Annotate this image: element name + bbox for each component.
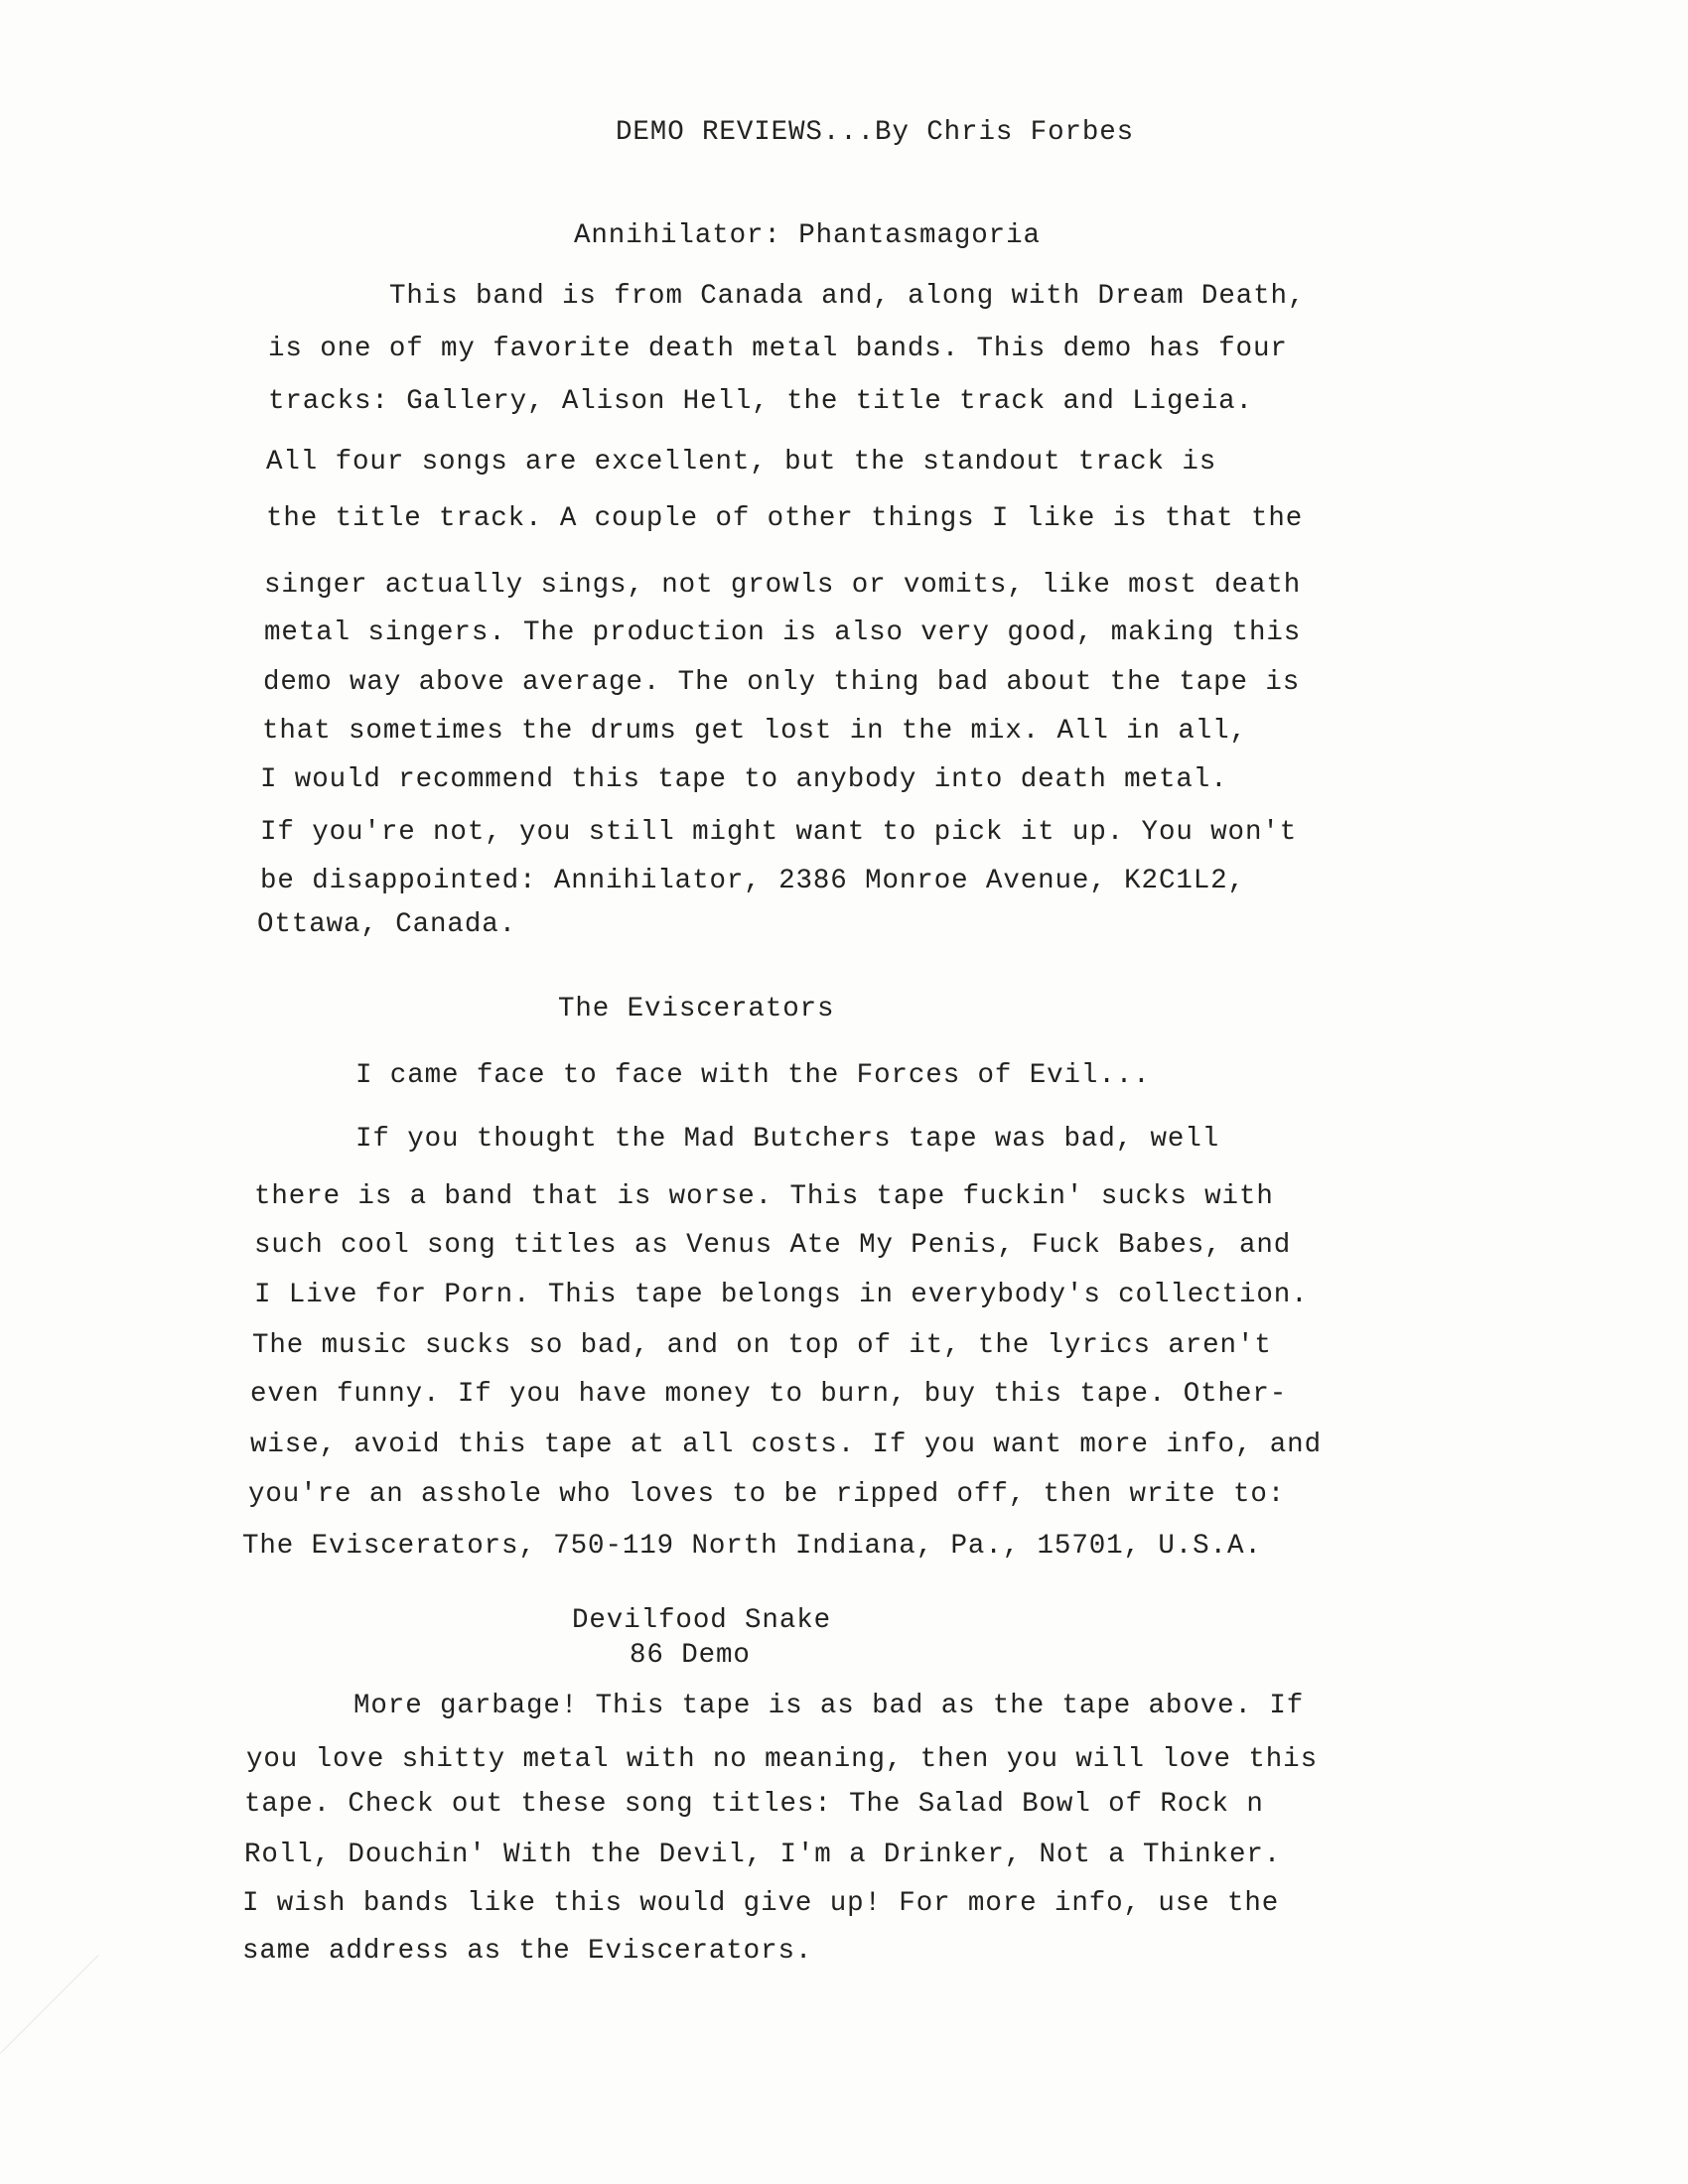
review-line: that sometimes the drums get lost in the mix. All in all, [262,716,1247,747]
review-line: you're an asshole who loves to be ripped off, then write to: [248,1479,1286,1510]
review-subheading-eviscerators: I came face to face with the Forces of Evil... [355,1060,1151,1091]
review-line: Ottawa, Canada. [257,909,517,940]
review-line: you love shitty metal with no meaning, then you will love this [246,1744,1318,1775]
page-corner-mark [0,1955,198,2152]
review-line: the title track. A couple of other things I like is that the [266,503,1304,534]
review-heading-devilfood-snake: Devilfood Snake [572,1605,832,1636]
review-line: Roll, Douchin' With the Devil, I'm a Drinker, Not a Thinker. [244,1840,1282,1870]
review-line: More garbage! This tape is as bad as the tape above. If [353,1691,1305,1721]
review-line: tracks: Gallery, Alison Hell, the title track and Ligeia. [268,386,1253,417]
review-line: there is a band that is worse. This tape fuckin' sucks with [254,1181,1274,1212]
review-line: wise, avoid this tape at all costs. If you want more info, and [250,1430,1322,1460]
review-line: even funny. If you have money to burn, buy this tape. Other- [250,1379,1288,1410]
review-line: I Live for Porn. This tape belongs in everybody's collection. [254,1280,1309,1310]
review-line: is one of my favorite death metal bands. This demo has four [268,334,1288,364]
review-line: All four songs are excellent, but the standout track is [266,447,1217,478]
review-subheading-devilfood-snake: 86 Demo [630,1640,751,1671]
review-line: same address as the Eviscerators. [242,1936,813,1967]
review-line: The music sucks so bad, and on top of it, the lyrics aren't [252,1330,1272,1361]
review-line: This band is from Canada and, along with Dream Death, [389,281,1306,312]
review-line: If you thought the Mad Butchers tape was bad, well [355,1124,1220,1155]
review-heading-annihilator: Annihilator: Phantasmagoria [574,220,1041,251]
review-line: tape. Check out these song titles: The Salad Bowl of Rock n [244,1789,1264,1820]
review-line: I would recommend this tape to anybody into death metal. [260,764,1228,795]
page-title: DEMO REVIEWS...By Chris Forbes [616,117,1135,148]
review-line: such cool song titles as Venus Ate My Penis, Fuck Babes, and [254,1230,1292,1261]
review-line: I wish bands like this would give up! For more info, use the [242,1888,1280,1919]
review-line: be disappointed: Annihilator, 2386 Monroe Avenue, K2C1L2, [260,866,1245,896]
review-line: singer actually sings, not growls or vomits, like most death [264,570,1302,601]
review-line: metal singers. The production is also very good, making this [264,617,1302,648]
review-heading-eviscerators: The Eviscerators [558,994,835,1024]
review-line: If you're not, you still might want to pick it up. You won't [260,817,1298,848]
review-line: demo way above average. The only thing bad about the tape is [263,667,1301,698]
review-line: The Eviscerators, 750-119 North Indiana, Pa., 15701, U.S.A. [242,1531,1262,1562]
